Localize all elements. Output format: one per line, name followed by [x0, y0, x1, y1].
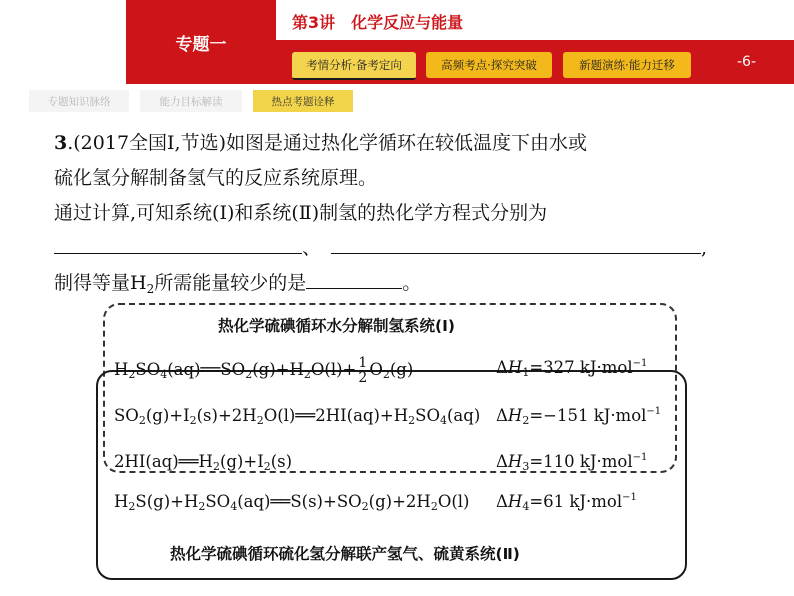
system-1-title: 热化学硫碘循环水分解制氢系统(Ⅰ): [218, 317, 455, 335]
question-line-1: 3.(2017全国Ⅰ,节选)如图是通过热化学循环在较低温度下由水或: [54, 132, 587, 154]
subnav-hot-questions[interactable]: 热点考题诠释: [253, 90, 353, 112]
reaction-4-enthalpy: $\Delta H_4=61$ kJ·mol$^{-1}$: [496, 492, 637, 513]
lesson-title: 第3讲 化学反应与能量: [292, 13, 464, 32]
reaction-4-equation: $H_2S(g)+H_2SO_4(aq)══S(s)+SO_2(g)+2H_2O(l)$: [114, 492, 470, 513]
tab-exam-analysis[interactable]: 考情分析·备考定向: [292, 52, 416, 80]
topic-label: 专题一: [126, 0, 276, 84]
answer-blank-3[interactable]: [306, 270, 402, 289]
reaction-3-enthalpy: $\Delta H_3=110$ kJ·mol$^{-1}$: [496, 452, 648, 473]
reaction-2-enthalpy: $\Delta H_2=-151$ kJ·mol$^{-1}$: [496, 406, 662, 427]
question-line-3: 通过计算,可知系统(Ⅰ)和系统(Ⅱ)制氢的热化学方程式分别为: [54, 202, 548, 224]
reaction-1-equation: $H_2SO_4(aq)══SO_2(g)+H_2O(l)+$ $\frac{1}{2}$ $O_2(g)$: [114, 355, 414, 386]
subnav-ability[interactable]: 能力目标解读: [140, 90, 242, 112]
page-number: -6-: [737, 54, 757, 70]
tab-key-points[interactable]: 高频考点·探究突破: [426, 52, 552, 78]
reaction-2-equation: $SO_2(g)+I_2(s)+2H_2O(l)══2HI(aq)+H_2SO_4(aq)$: [114, 406, 481, 427]
subnav-knowledge[interactable]: 专题知识脉络: [29, 90, 129, 112]
answer-blank-2[interactable]: [331, 235, 701, 254]
question-line-4: 、 ,: [54, 233, 707, 260]
reaction-3-equation: $2HI(aq)══H_2(g)+I_2(s)$: [114, 452, 293, 473]
fraction-one-half: $\frac{1}{2}$: [358, 355, 368, 386]
system-2-title: 热化学硫碘循环硫化氢分解联产氢气、硫黄系统(Ⅱ): [170, 545, 520, 563]
tab-practice[interactable]: 新题演练·能力迁移: [563, 52, 691, 78]
question-line-5: 制得等量$H_2$所需能量较少的是 。: [54, 272, 422, 296]
question-line-2: 硫化氢分解制备氢气的反应系统原理。: [54, 167, 378, 189]
reaction-1-enthalpy: $\Delta H_1=327$ kJ·mol$^{-1}$: [496, 358, 648, 379]
answer-blank-1[interactable]: [54, 235, 302, 254]
question-number: 3: [54, 132, 68, 154]
